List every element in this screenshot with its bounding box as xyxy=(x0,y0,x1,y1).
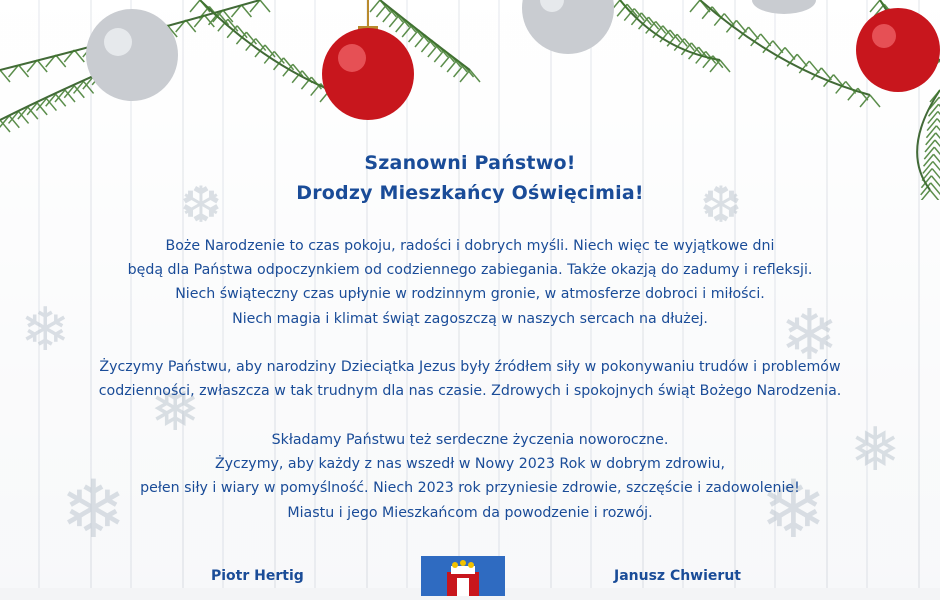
pine-needle xyxy=(441,55,451,67)
pine-needle xyxy=(870,95,880,107)
pine-needle xyxy=(460,70,470,82)
pine-needle xyxy=(402,25,412,37)
pine-needle xyxy=(421,40,431,52)
pine-needle xyxy=(260,0,270,12)
signature-left: Piotr Hertig xyxy=(211,568,304,584)
pine-needle xyxy=(447,60,457,72)
heading-line: Szanowni Państwo! xyxy=(364,152,576,174)
pine-needle xyxy=(428,45,438,57)
pine-needle xyxy=(383,10,393,22)
text-line: będą dla Państwa odpoczynkiem od codziennego zabiegania. Także okazją do zadumy i refleksji. xyxy=(127,262,813,279)
pine-needle xyxy=(274,58,284,70)
pine-needle xyxy=(470,70,480,82)
pine-needle xyxy=(454,65,464,77)
text-line: Niech magia i klimat świąt zagoszczą w naszych sercach na dłużej. xyxy=(232,310,708,327)
pine-needle xyxy=(396,20,406,32)
snowflake-icon: ❄ xyxy=(60,463,128,556)
pine-needle xyxy=(926,126,936,138)
pine-needle xyxy=(389,15,399,27)
pine-needle xyxy=(930,90,940,102)
snowflake-icon: ❆ xyxy=(180,176,222,234)
silver-bauble xyxy=(752,0,816,14)
pine-needle xyxy=(200,0,210,12)
text-line: Boże Narodzenie to czas pokoju, radości i dobrych myśli. Niech więc te wyjątkowe dni xyxy=(165,238,775,254)
snowflake-icon: ❆ xyxy=(700,176,742,234)
text-line: Miastu i jego Mieszkańcom da powodzenie i rozwój. xyxy=(287,504,653,521)
pine-needle xyxy=(617,4,627,16)
paragraph-wishes xyxy=(0,355,940,403)
pine-needle xyxy=(409,30,419,42)
red-bauble xyxy=(322,28,414,120)
text-line: Składamy Państwu też serdeczne życzenia noworoczne. xyxy=(271,432,669,448)
text-line: Niech świąteczny czas upłynie w rodzinnym gronie, w atmosferze dobroci i miłości. xyxy=(175,286,765,303)
silver-bauble xyxy=(86,9,178,101)
snowflake-icon: ❅ xyxy=(850,415,901,485)
heading-line: Drodzy Mieszkańcy Oświęcimia! xyxy=(296,182,644,204)
text-line: pełen siły i wiary w pomyślność. Niech 2023 rok przyniesie zdrowie, szczęście i zadowolenie! xyxy=(140,480,800,497)
pine-needle xyxy=(311,84,321,96)
signature-right: Janusz Chwierut xyxy=(614,568,741,584)
text-line: Życzymy Państwu, aby narodziny Dzieciątka Jezus były źródłem siły w pokonywaniu trudów i problemów xyxy=(99,359,841,375)
pine-needle xyxy=(255,45,265,57)
snowflake-icon: ❅ xyxy=(150,375,201,445)
city-crest-icon xyxy=(421,556,505,596)
pine-needle xyxy=(370,0,380,12)
pine-needle xyxy=(264,51,274,63)
pine-needle xyxy=(415,35,425,47)
snowflake-icon: ❄ xyxy=(20,295,71,365)
pine-needle xyxy=(376,5,386,17)
silver-bauble xyxy=(522,0,614,54)
snowflake-icon: ❄ xyxy=(760,463,828,556)
paragraph-new-year xyxy=(0,428,940,525)
pine-needle xyxy=(927,119,937,131)
greeting-heading xyxy=(0,148,940,208)
red-bauble xyxy=(856,8,940,92)
snowflake-icon: ❄ xyxy=(780,294,839,376)
text-line: Życzymy, aby każdy z nas wszedł w Nowy 2023 Rok w dobrym zdrowiu, xyxy=(214,456,726,473)
pine-needle xyxy=(928,111,938,123)
pine-needle xyxy=(690,0,700,12)
pine-needle xyxy=(434,50,444,62)
paragraph-christmas xyxy=(0,234,940,331)
text-line: codzienności, zwłaszcza w tak trudnym dla nas czasie. Zdrowych i spokojnych świąt Bożego Narodzenia. xyxy=(98,383,842,400)
pine-needle xyxy=(926,133,936,145)
pine-needle xyxy=(190,0,200,12)
